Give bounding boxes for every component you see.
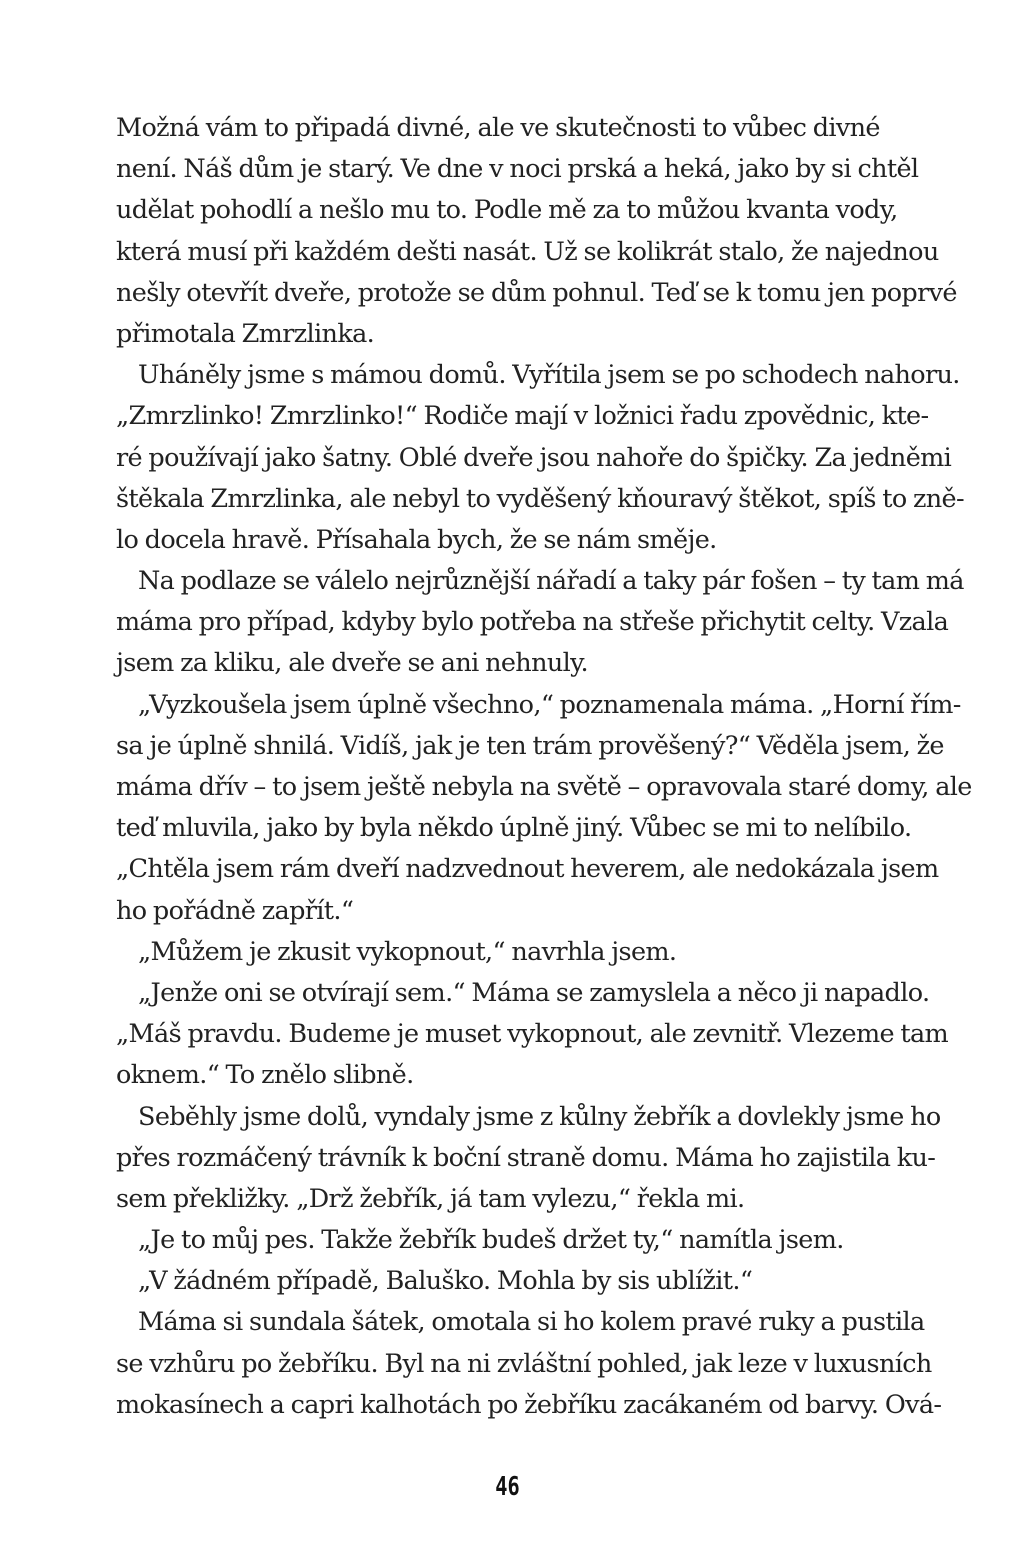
text-line: přes rozmáčený trávník k boční straně domu. Máma ho zajistila ku- [116, 1142, 936, 1173]
text-line: štěkala Zmrzlinka, ale nebyl to vyděšený kňouravý štěkot, spíš to zně- [116, 483, 964, 514]
text-line: Máma si sundala šátek, omotala si ho kolem pravé ruky a pustila [138, 1307, 925, 1338]
text-line: Seběhly jsme dolů, vyndaly jsme z kůlny žebřík a dovlekly jsme ho [138, 1101, 941, 1132]
text-line: „Je to můj pes. Takže žebřík budeš držet ty,“ namítla jsem. [138, 1225, 844, 1256]
text-line: teď mluvila, jako by byla někdo úplně jiný. Vůbec se mi to nelíbilo. [116, 813, 912, 844]
text-line: „Chtěla jsem rám dveří nadzvednout heverem, ale nedokázala jsem [116, 854, 939, 885]
text-line: sem překližky. „Drž žebřík, já tam vylezu,“ řekla mi. [116, 1183, 745, 1214]
text-line: se vzhůru po žebříku. Byl na ni zvláštní pohled, jak leze v luxusních [116, 1348, 932, 1379]
text-line: máma dřív – to jsem ještě nebyla na světě – opravovala staré domy, ale [116, 772, 972, 802]
text-line: Uháněly jsme s mámou domů. Vyřítila jsem se po schodech nahoru. [138, 360, 960, 391]
text-line: mokasínech a capri kalhotách po žebříku zacákaném od barvy. Ová- [116, 1389, 942, 1420]
page-number: 46 [495, 1472, 520, 1502]
text-line: ré používají jako šatny. Oblé dveře jsou nahoře do špičky. Za jedněmi [116, 442, 952, 473]
text-line: Možná vám to připadá divné, ale ve skutečnosti to vůbec divné [116, 113, 880, 143]
text-line: „Vyzkoušela jsem úplně všechno,“ poznamenala máma. „Horní řím- [138, 689, 961, 720]
text-line: máma pro případ, kdyby bylo potřeba na střeše přichytit celty. Vzala [116, 607, 949, 638]
text-line: jsem za kliku, ale dveře se ani nehnuly. [116, 648, 588, 679]
text-line: „V žádném případě, Baluško. Mohla by sis ublížit.“ [138, 1266, 753, 1297]
text-line: nešly otevřít dveře, protože se dům pohnul. Teď se k tomu jen poprvé [116, 277, 957, 308]
text-line: přimotala Zmrzlinka. [116, 318, 375, 349]
text-line: ho pořádně zapřít.“ [116, 895, 354, 926]
text-line: „Jenže oni se otvírají sem.“ Máma se zamyslela a něco ji napadlo. [138, 977, 930, 1008]
text-line: udělat pohodlí a nešlo mu to. Podle mě za to můžou kvanta vody, [116, 195, 898, 226]
text-line: lo docela hravě. Přísahala bych, že se nám směje. [116, 524, 717, 555]
text-line: Na podlaze se válelo nejrůznější nářadí a taky pár fošen – ty tam má [138, 566, 964, 597]
text-line: oknem.“ To znělo slibně. [116, 1060, 414, 1091]
text-line: „Máš pravdu. Budeme je muset vykopnout, ale zevnitř. Vlezeme tam [116, 1019, 949, 1050]
text-line: sa je úplně shnilá. Vidíš, jak je ten trám prověšený?“ Věděla jsem, že [116, 730, 944, 761]
text-line: „Můžem je zkusit vykopnout,“ navrhla jsem. [138, 936, 677, 967]
text-line: „Zmrzlinko! Zmrzlinko!“ Rodiče mají v ložnici řadu zpovědnic, kte- [116, 401, 929, 432]
text-line: není. Náš dům je starý. Ve dne v noci prská a heká, jako by si chtěl [116, 154, 919, 185]
text-line: která musí při každém dešti nasát. Už se kolikrát stalo, že najednou [116, 236, 939, 267]
body-text [116, 108, 972, 1426]
